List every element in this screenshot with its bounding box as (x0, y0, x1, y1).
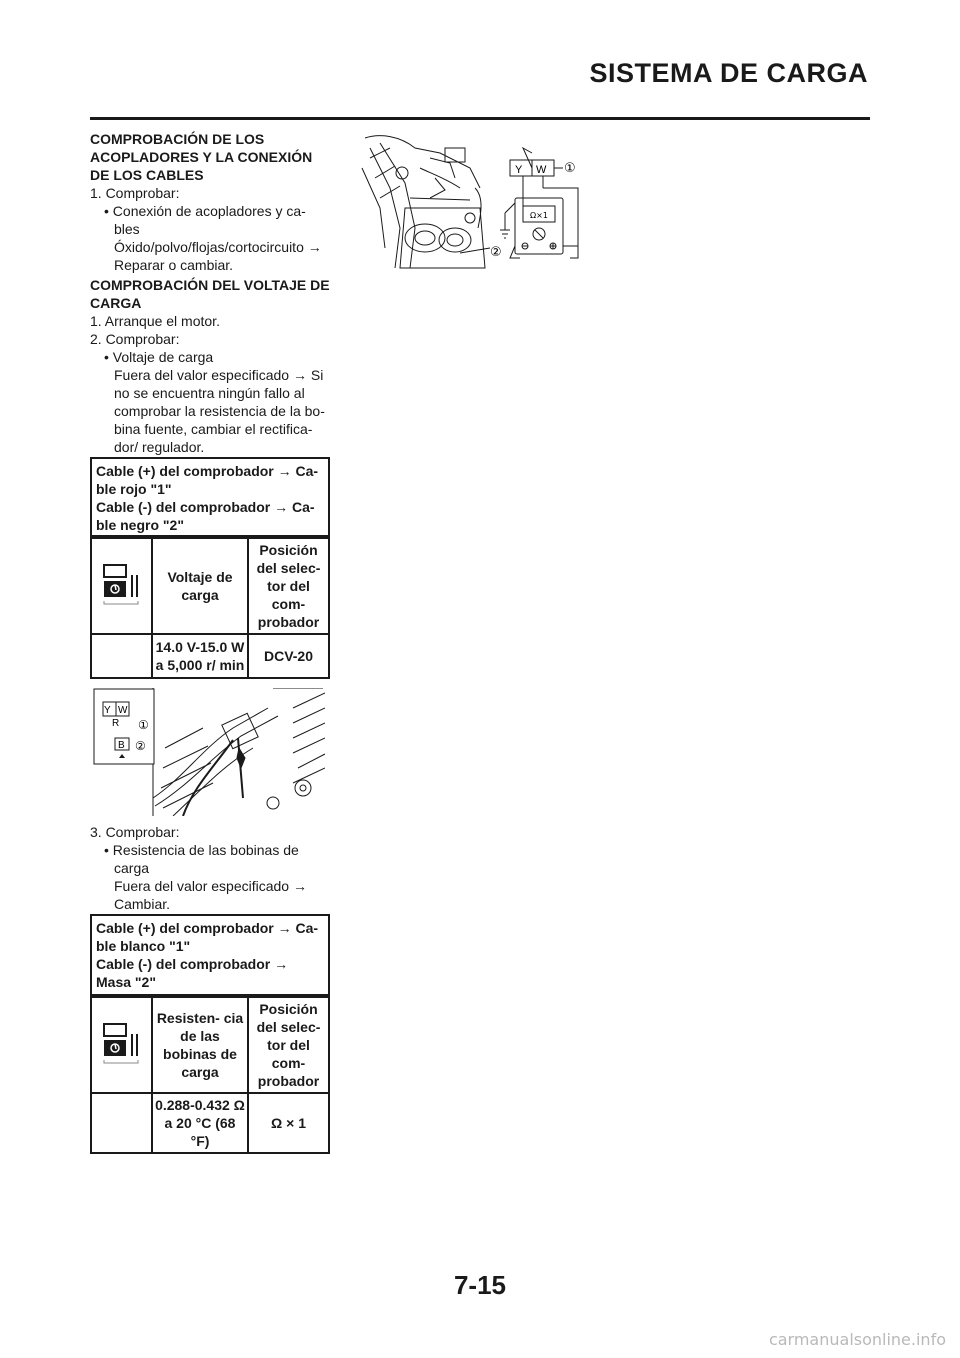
step-text: 2. Comprobar: (90, 331, 180, 347)
engine-wiring-figure (360, 128, 585, 270)
bullet-text: • Conexión de acopladores y ca- bles (104, 203, 306, 237)
table-value-cell: DCV-20 (248, 634, 329, 678)
spec-table-voltage (90, 537, 330, 679)
section-heading: COMPROBACIÓN DEL VOLTAJE DE CARGA (90, 277, 330, 311)
result-text: Fuera del valor especificado → (114, 878, 307, 894)
wire-label: W (536, 164, 547, 176)
section-connections (90, 130, 330, 274)
table-value-cell: Ω × 1 (248, 1093, 329, 1153)
spec-table-resistance (90, 996, 330, 1154)
tester-lead-positive: Cable (+) del comprobador → Ca- ble rojo "1" (96, 463, 319, 497)
action-text: Cambiar. (114, 896, 171, 912)
section-coil-resistance (90, 823, 330, 913)
watermark: carmanualsonline.info (768, 1330, 946, 1349)
step-text: 3. Comprobar: (90, 824, 180, 840)
action-text: Reparar o cambiar. (114, 257, 234, 273)
table-value-cell: 14.0 V-15.0 W a 5,000 r/ min (152, 634, 248, 678)
multimeter-icon (102, 1020, 142, 1066)
table-value-cell: 0.288-0.432 Ω a 20 °C (68 °F) (152, 1093, 248, 1153)
tester-lead-negative: Cable (-) del comprobador → Masa "2" (96, 956, 289, 990)
step-text: 1. Arranque el motor. (90, 313, 220, 329)
table-header-cell: Voltaje de carga (152, 538, 248, 634)
multimeter-icon-cell (91, 997, 152, 1093)
bullet-text: • Resistencia de las bobinas de carga (104, 842, 299, 876)
multimeter-icon-cell (91, 538, 152, 634)
callout-label: ② (490, 245, 502, 260)
section-charging-voltage (90, 276, 330, 456)
wire-label: B (118, 740, 125, 751)
wire-label: R (112, 718, 120, 729)
table-header-cell: Resisten- cia de las bobinas de carga (152, 997, 248, 1093)
bullet-text: • Voltaje de carga (104, 349, 214, 365)
multimeter-icon (102, 561, 142, 607)
tester-lead-positive: Cable (+) del comprobador → Ca- ble blanco "1" (96, 920, 319, 954)
empty-cell (91, 634, 152, 678)
page-number: 7-15 (453, 1270, 507, 1300)
wire-label: Y (104, 705, 111, 716)
callout-label: ① (564, 161, 576, 176)
result-text: Óxido/polvo/flojas/cortocircuito → (114, 239, 322, 255)
connector-figure (93, 688, 325, 816)
wire-label: W (118, 705, 128, 716)
tester-lead-negative: Cable (-) del comprobador → Ca- ble negro "2" (96, 499, 315, 533)
description-text: Fuera del valor especificado → Si no se encuentra ningún fallo al comprobar la resistencia de la bo- bina fuente, cambiar el rectifica- dor/ regulador. (114, 367, 325, 455)
tester-connection-box (90, 457, 330, 537)
wire-label: Y (515, 164, 523, 176)
callout-label: ① (138, 718, 149, 732)
tester-connection-box (90, 914, 330, 996)
meter-range-label: Ω×1 (530, 211, 548, 220)
callout-label: ② (135, 739, 146, 753)
table-header-cell: Posición del selec- tor del com- probador (248, 997, 329, 1093)
step-text: 1. Comprobar: (90, 185, 180, 201)
section-heading: COMPROBACIÓN DE LOS ACOPLADORES Y LA CONEXIÓN DE LOS CABLES (90, 131, 313, 183)
empty-cell (91, 1093, 152, 1153)
table-header-cell: Posición del selec- tor del com- probador (248, 538, 329, 634)
page-title: SISTEMA DE CARGA (589, 58, 868, 88)
header-rule (90, 117, 870, 120)
